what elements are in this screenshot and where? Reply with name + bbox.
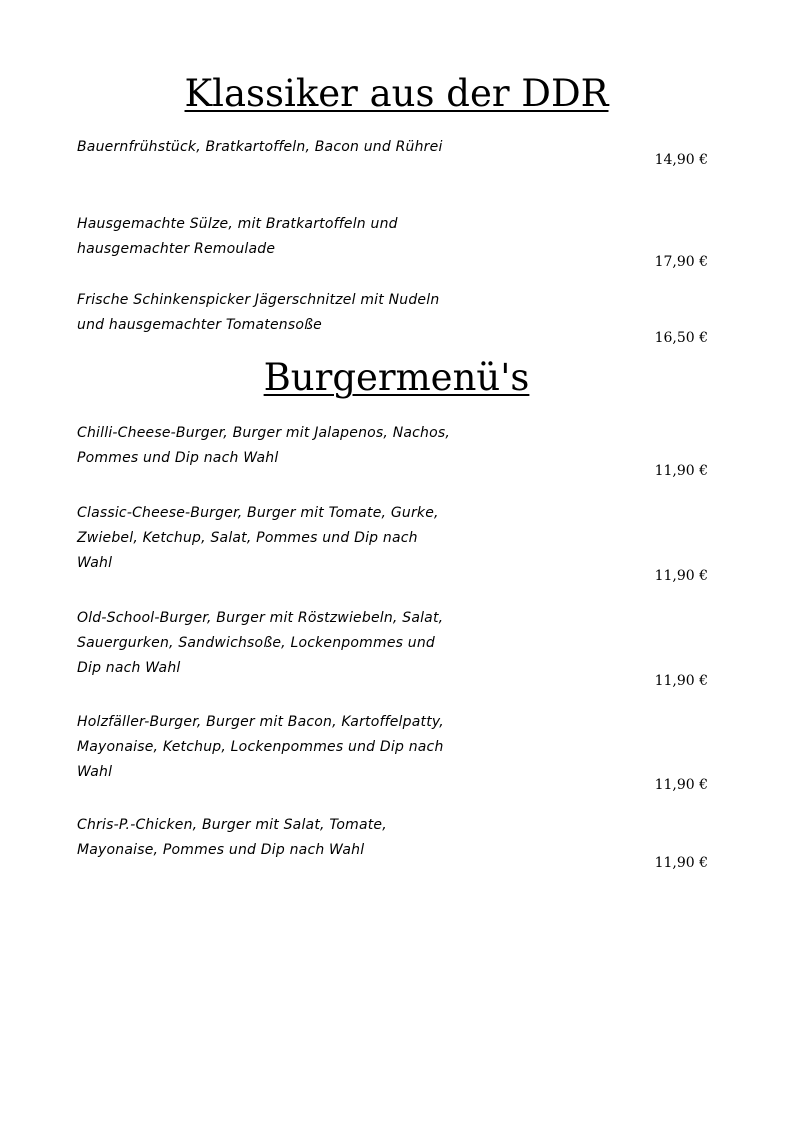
menu-item bbox=[77, 288, 717, 346]
menu-item bbox=[77, 501, 717, 584]
menu-item-description: Chilli-Cheese-Burger, Burger mit Jalapenos, Nachos, Pommes und Dip nach Wahl bbox=[77, 425, 451, 466]
menu-item-price: 11,90 € bbox=[654, 673, 708, 689]
menu-item bbox=[77, 212, 717, 270]
menu-item-price: 16,50 € bbox=[654, 330, 708, 346]
menu-item-description: Frische Schinkenspicker Jägerschnitzel mit Nudeln und hausgemachter Tomatensoße bbox=[77, 292, 440, 333]
menu-item-price: 11,90 € bbox=[654, 463, 708, 479]
menu-item-price: 14,90 € bbox=[654, 152, 708, 168]
menu-item-description: Old-School-Burger, Burger mit Röstzwiebeln, Salat, Sauergurken, Sandwichsoße, Lockenpommes und Dip nach Wahl bbox=[77, 610, 444, 676]
menu-item bbox=[77, 813, 717, 871]
menu-item-price: 11,90 € bbox=[654, 855, 708, 871]
section-title-burgermenus: Burgermenü's bbox=[263, 356, 530, 399]
menu-item bbox=[77, 606, 717, 689]
menu-item bbox=[77, 421, 717, 479]
menu-item-description: Hausgemachte Sülze, mit Bratkartoffeln und hausgemachter Remoulade bbox=[77, 216, 398, 257]
menu-item-description: Holzfäller-Burger, Burger mit Bacon, Kartoffelpatty, Mayonaise, Ketchup, Lockenpommes und Dip nach Wahl bbox=[77, 714, 444, 780]
menu-item-price: 17,90 € bbox=[654, 254, 708, 270]
section-title-klassiker: Klassiker aus der DDR bbox=[184, 72, 609, 115]
menu-item bbox=[77, 135, 717, 168]
menu-item-price: 11,90 € bbox=[654, 777, 708, 793]
menu-item-description: Classic-Cheese-Burger, Burger mit Tomate, Gurke, Zwiebel, Ketchup, Salat, Pommes und Dip nach Wahl bbox=[77, 505, 439, 571]
menu-item-description: Chris-P.-Chicken, Burger mit Salat, Tomate, Mayonaise, Pommes und Dip nach Wahl bbox=[77, 817, 387, 858]
menu-item-description: Bauernfrühstück, Bratkartoffeln, Bacon und Rührei bbox=[77, 139, 443, 155]
menu-item bbox=[77, 710, 717, 793]
menu-item-price: 11,90 € bbox=[654, 568, 708, 584]
